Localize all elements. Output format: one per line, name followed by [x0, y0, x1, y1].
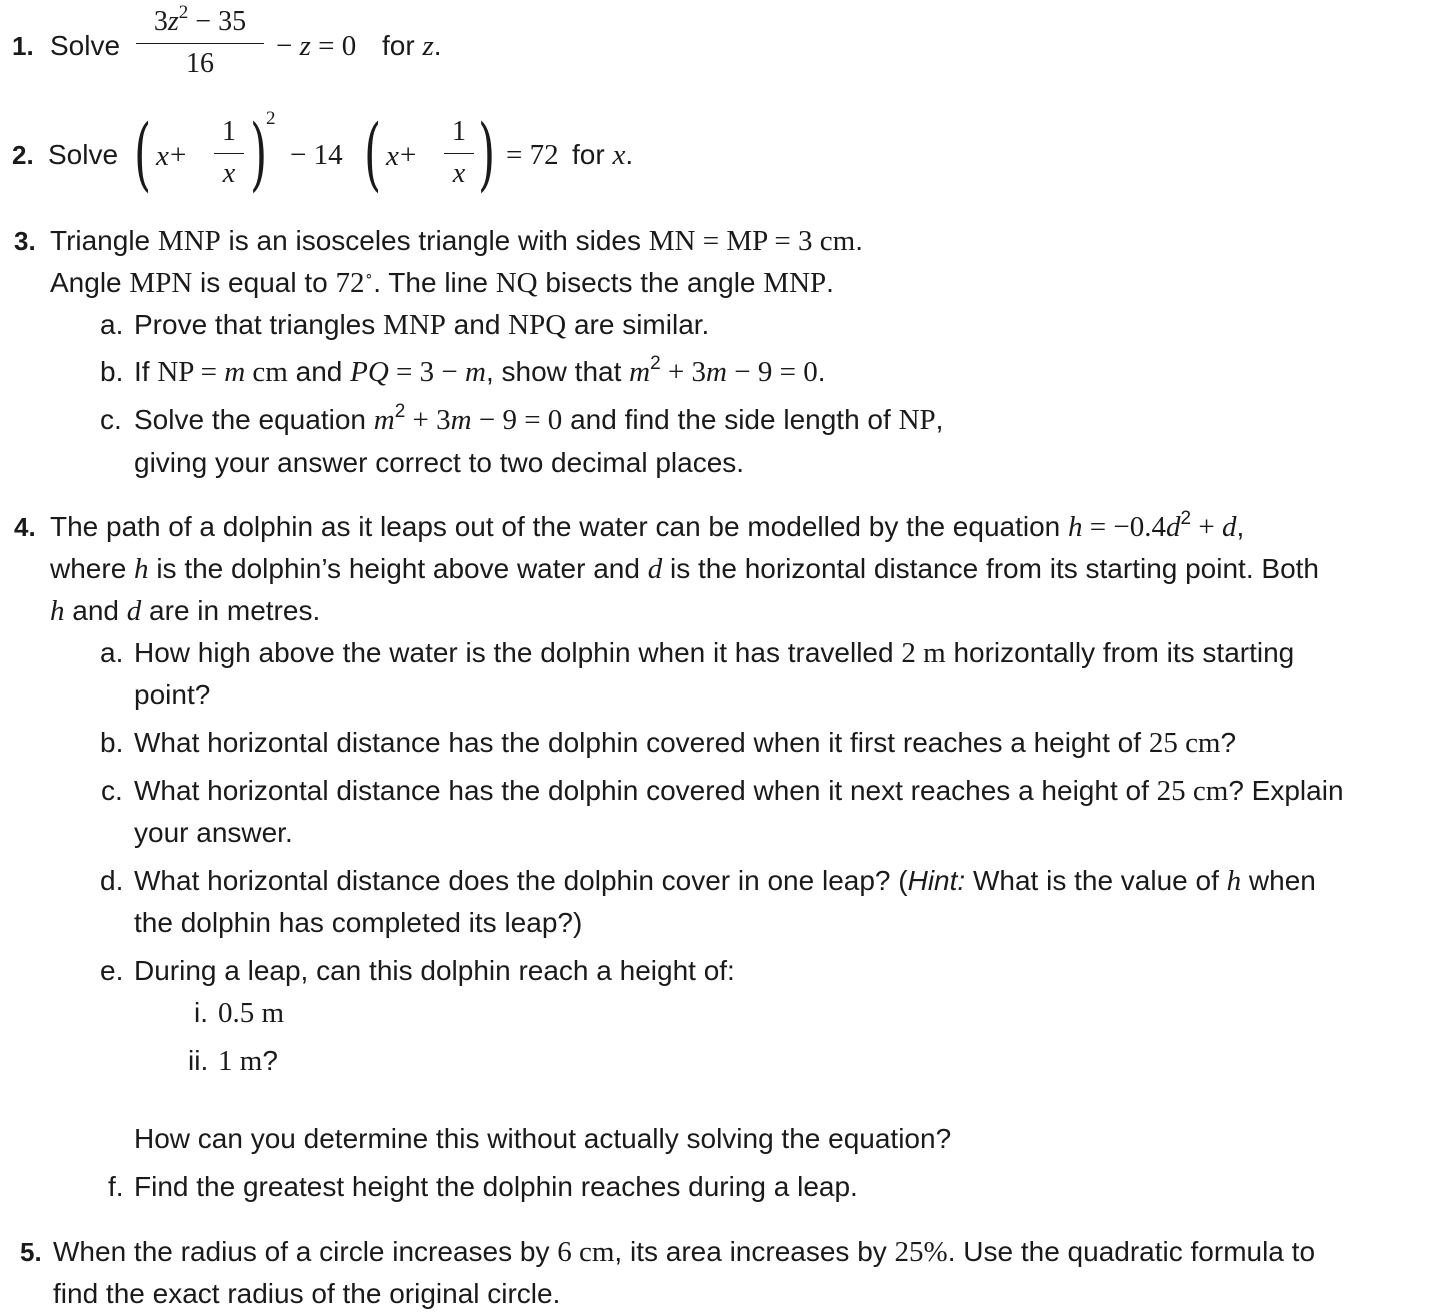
- variable-x: x: [386, 140, 399, 172]
- part-text: What horizontal distance has the dolphin covered when it first reaches a height of 25 cm?: [134, 727, 1237, 759]
- part-text: If NP = m cm and PQ = 3 − m, show that $m^2 + 3m - 9 = 0$.: [134, 353, 826, 388]
- part-label: e.: [100, 955, 124, 986]
- fraction-numerator: 1: [222, 116, 236, 147]
- question-line: Angle MPN is equal to 72∘. The line NQ bisects the angle MNP.: [50, 267, 834, 299]
- fraction-denominator: 16: [186, 48, 214, 79]
- part-text: point?: [134, 679, 211, 710]
- question-line: Triangle MNP is an isosceles triangle with sides MN = MP = 3 cm.: [50, 225, 863, 257]
- question-line: where h is the dolphin’s height above water and d is the horizontal distance from its starting point. Both: [50, 553, 1319, 585]
- question-text: Solve: [48, 139, 119, 170]
- fraction-bar: [444, 153, 474, 154]
- subpart-label: i.: [194, 997, 208, 1028]
- fraction: [214, 116, 244, 190]
- equation-text: − 14: [290, 139, 343, 171]
- question-number: 2.: [12, 140, 34, 170]
- part-text: How high above the water is the dolphin when it has travelled 2 m horizontally from its starting: [134, 637, 1295, 669]
- right-parenthesis: ): [250, 107, 268, 200]
- part-text: Prove that triangles MNP and NPQ are similar.: [134, 309, 710, 341]
- question-number: 4.: [14, 512, 36, 542]
- part-text: Find the greatest height the dolphin reaches during a leap.: [134, 1171, 858, 1202]
- plus-sign: +: [170, 139, 187, 171]
- part-text: What horizontal distance does the dolphin cover in one leap? (Hint: What is the value of h when: [134, 865, 1316, 897]
- part-label: a.: [100, 309, 124, 340]
- part-text: What horizontal distance has the dolphin covered when it next reaches a height of 25 cm? Explain: [134, 775, 1344, 807]
- part-label: a.: [100, 637, 124, 668]
- part-label: d.: [100, 865, 124, 896]
- fraction: [136, 2, 264, 80]
- fraction: [444, 116, 474, 190]
- subpart-text: 0.5 m: [218, 997, 285, 1029]
- part-label: c.: [100, 404, 122, 435]
- question-text: Solve: [50, 30, 121, 61]
- question-text: for z.: [382, 30, 442, 62]
- part-text: the dolphin has completed its leap?): [134, 907, 583, 938]
- left-parenthesis: (: [134, 107, 152, 200]
- fraction-bar: [214, 153, 244, 154]
- part-text: your answer.: [134, 817, 293, 848]
- equation-text: = 72: [506, 139, 559, 171]
- equation-text: − z = 0: [276, 30, 357, 62]
- variable-x: x: [156, 140, 169, 172]
- part-text: During a leap, can this dolphin reach a height of:: [134, 955, 735, 986]
- fraction-numerator: $3z^2 - 35$: [153, 2, 247, 37]
- question-line: The path of a dolphin as it leaps out of the water can be modelled by the equation $h = -0.4d^2 + d$,: [50, 508, 1245, 543]
- fraction-denominator: x: [452, 158, 466, 189]
- question-number: 5.: [20, 1237, 42, 1267]
- fraction-numerator: 1: [452, 116, 466, 147]
- part-text: How can you determine this without actually solving the equation?: [134, 1123, 952, 1154]
- exponent: 2: [266, 108, 276, 129]
- part-label: b.: [100, 727, 124, 758]
- question-text: for x.: [572, 139, 634, 171]
- subpart-label: ii.: [188, 1045, 209, 1076]
- question-number: 3.: [14, 226, 36, 256]
- plus-sign: +: [400, 139, 417, 171]
- left-parenthesis: (: [364, 107, 382, 200]
- part-label: b.: [100, 356, 124, 387]
- fraction-bar: [136, 43, 264, 44]
- part-text: Solve the equation $m^2 + 3m - 9 = 0$ and find the side length of NP,: [134, 401, 944, 436]
- question-line: h and d are in metres.: [50, 595, 321, 627]
- part-text: giving your answer correct to two decimal places.: [134, 447, 745, 478]
- part-label: c.: [101, 775, 123, 806]
- part-label: f.: [108, 1171, 124, 1202]
- question-line: find the exact radius of the original circle.: [53, 1278, 561, 1309]
- question-number: 1.: [12, 31, 34, 61]
- right-parenthesis: ): [478, 107, 496, 200]
- fraction-denominator: x: [222, 158, 236, 189]
- subpart-text: 1 m?: [218, 1045, 278, 1077]
- question-line: When the radius of a circle increases by 6 cm, its area increases by 25%. Use the quadratic formula to: [53, 1236, 1316, 1268]
